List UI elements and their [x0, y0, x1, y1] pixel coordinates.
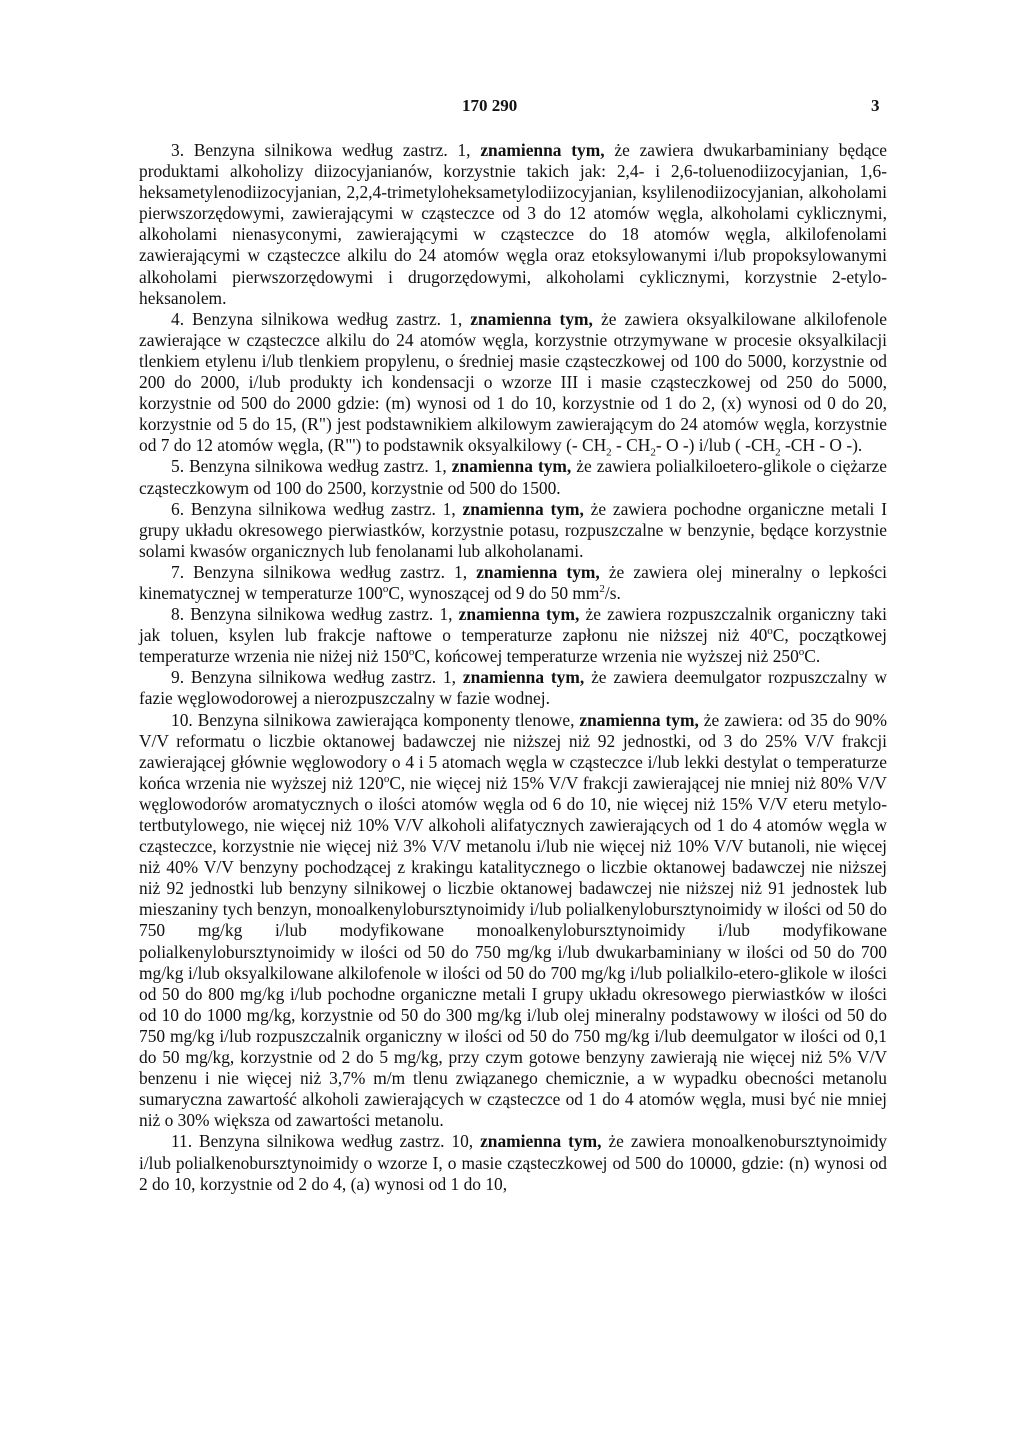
- claim-lead: Benzyna silnikowa według zastrz. 10,: [199, 1131, 481, 1152]
- claim-number: 8.: [171, 604, 185, 625]
- claim-keyword: znamienna tym,: [579, 709, 699, 730]
- claim-keyword: znamienna tym,: [476, 561, 600, 582]
- claim-text: że zawiera rozpuszczalnik organiczny taki jak toluen, ksylen lub frakcje naftowe o temperaturze zapłonu nie niższej niż 40: [139, 604, 887, 646]
- superscript: o: [767, 625, 773, 638]
- claim-number: 4.: [171, 308, 185, 329]
- claim-lead: Benzyna silnikowa według zastrz. 1,: [190, 604, 459, 625]
- claim-number: 6.: [171, 498, 185, 519]
- superscript: 2: [599, 583, 605, 596]
- formula-text: - O -) i/lub ( -CH: [655, 435, 776, 456]
- claim-lead: Benzyna silnikowa według zastrz. 1,: [189, 456, 452, 477]
- claim-text: że zawiera dwukarbaminiany będące produktami alkoholizy diizocyjanianów, korzystnie takich jak: 2,4- i 2,6-toluenodiizocyjanian, 1,6-heksametylenodiizocyjanian, 2,2,4-trimetyloheksametylodiizocyjanian, ksylilenodiizocyjanian, alkoholami pierwszorzędowymi, zawierającymi w cząsteczce od 3 do 12 atomów węgla, alkoholami cyklicznymi, alkoholami nienasyconymi, zawierającymi w cząsteczce do 18 atomów węgla, alkilofenolami zawierającymi w cząsteczce alkilu do 24 atomów węgla oraz etoksylowanymi i/lub propoksylowanymi alkoholami pierwszorzędowymi i drugorzędowymi, alkoholami cyklicznymi, korzystnie 2-etylo-heksanolem.: [139, 140, 887, 308]
- subscript: 2: [606, 446, 612, 459]
- page-header: [0, 96, 1024, 120]
- claim-number: 11.: [171, 1131, 193, 1152]
- superscript: o: [408, 646, 415, 659]
- claim-keyword: znamienna tym,: [480, 140, 605, 160]
- subscript: 2: [650, 446, 656, 459]
- page-number: 3: [871, 96, 880, 115]
- claim-7: [139, 562, 887, 604]
- claim-text: że zawiera oksyalkilowane alkilofenole zawierające w cząsteczce alkilu do 24 atomów węgla, korzystnie otrzymywane w procesie oksyalkilacji tlenkiem etylenu i/lub tlenkiem propylenu, o średniej masie cząsteczkowej od 100 do 5000, korzystnie od 200 do 2000, i/lub produkty ich kondensacji o wzorze III i masie cząsteczkowej od 250 do 5000, korzystnie od 500 do 2000 gdzie: (m) wynosi od 1 do 10, korzystnie od 1 do 2, (x) wynosi od 0 do 20, korzystnie od 5 do 15, (R") jest podstawnikiem alkilowym zawierającym do 24 atomów węgla, korzystnie od 7 do 12 atomów węgla, (R"') to podstawnik oksyalkilowy (- CH: [139, 308, 887, 456]
- claim-keyword: znamienna tym,: [480, 1131, 602, 1152]
- document-number: 170 290: [462, 96, 518, 115]
- claim-lead: Benzyna silnikowa według zastrz. 1,: [193, 140, 481, 160]
- claim-number: 5.: [171, 456, 185, 477]
- claim-6: [139, 499, 887, 562]
- claim-text: że zawiera: od 35 do 90% V/V reformatu o liczbie oktanowej badawczej nie niższej niż 92 jednostki, od 3 do 25% V/V frakcji zawierającej głównie węglowodory o 4 i 5 atomach węgla w cząsteczce i/lub lekki destylat o temperaturze końca wrzenia nie wyższej niż 120: [139, 709, 887, 793]
- formula-text: -CH - O -).: [780, 435, 863, 456]
- superscript: o: [383, 773, 390, 786]
- subscript: 2: [775, 446, 781, 459]
- claim-number: 3.: [171, 140, 185, 160]
- claim-4: [139, 309, 887, 457]
- claim-5: [139, 456, 887, 498]
- claim-lead: Benzyna silnikowa według zastrz. 1,: [190, 498, 463, 519]
- claim-3: [139, 140, 887, 309]
- formula-text: - CH: [611, 435, 651, 456]
- claim-text: że zawiera pochodne organiczne metali I grupy układu okresowego pierwiastków, korzystnie potasu, rozpuszczalne w benzynie, będące korzystnie solami kwasów organicznych lub fenolanami lub alkoholanami.: [139, 498, 887, 561]
- claim-number: 10.: [171, 709, 193, 730]
- claim-text: że zawiera deemulgator rozpuszczalny w fazie węglowodorowej a nierozpuszczalny w fazie wodnej.: [139, 667, 887, 709]
- claim-text: C, wynoszącej od 9 do 50 mm: [388, 582, 600, 603]
- claim-text: że zawiera polialkiloetero-glikole o ciężarze cząsteczkowym od 100 do 2500, korzystnie od 500 do 1500.: [139, 456, 887, 498]
- claim-lead: Benzyna silnikowa według zastrz. 1,: [193, 561, 477, 582]
- claim-11: [139, 1131, 887, 1194]
- claim-text: C.: [804, 646, 821, 667]
- claim-lead: Benzyna silnikowa według zastrz. 1,: [192, 308, 471, 329]
- claim-8: [139, 604, 887, 667]
- claim-text: C, końcowej temperaturze wrzenia nie wyższej niż 250: [414, 646, 799, 667]
- claim-text: C, początkowej temperaturze wrzenia nie niżej niż 150: [139, 625, 887, 667]
- claim-9: [139, 667, 887, 709]
- claim-text: /s.: [604, 582, 621, 603]
- claim-text: C, nie więcej niż 15% V/V frakcji zawierającej nie mniej niż 80% V/V węglowodorów aromatycznych o ilości atomów węgla od 6 do 10, nie więcej niż 15% V/V eteru metylo-tertbutylowego, nie więcej niż 10% V/V alkoholi alifatycznych zawierających od 1 do 4 atomów węgla w cząsteczce, korzystnie nie więcej niż 3% V/V metanolu i/lub nie więcej niż 10% V/V butanoli, nie więcej niż 40% V/V benzyny pochodzącej z krakingu katalitycznego o liczbie oktanowej badawczej nie niższej niż 92 jednostki lub benzyny silnikowej o liczbie oktanowej badawczej nie niższej niż 91 jednostek lub mieszaniny tych benzyn, monoalkenylobursztynoimidy i/lub polialkenylobursztynoimidy w ilości od 50 do 750 mg/kg i/lub modyfikowane monoalkenylobursztynoimidy i/lub modyfikowane polialkenylobursztynoimidy w ilości od 50 do 750 mg/kg i/lub dwukarbaminiany w ilości od 50 do 700 mg/kg i/lub oksyalkilowane alkilofenole w ilości od 50 do 700 mg/kg i/lub polialkilo-etero-glikole w ilości od 50 do 800 mg/kg i/lub pochodne organiczne metali I grupy układu okresowego pierwiastków w ilości od 10 do 1000 mg/kg, korzystnie od 50 do 300 mg/kg i/lub olej mineralny podstawowy w ilości od 50 do 750 mg/kg i/lub rozpuszczalnik organiczny w ilości od 50 do 750 mg/kg i/lub deemulgator w ilości od 0,1 do 50 mg/kg, korzystnie od 2 do 5 mg/kg, przy czym gotowe benzyny zawierają nie więcej niż 5% V/V benzenu i nie więcej niż 3,7% m/m tlenu związanego chemicznie, a w wypadku obecności metanolu sumaryczna zawartość alkoholi zawierających w cząsteczce od 1 do 4 atomów węgla, musi być nie mniej niż o 30% większa od zawartości metanolu.: [139, 772, 887, 1131]
- claim-lead: Benzyna silnikowa zawierająca komponenty tlenowe,: [197, 709, 580, 730]
- claim-number: 9.: [171, 667, 185, 688]
- superscript: o: [798, 646, 805, 659]
- claim-number: 7.: [171, 561, 185, 582]
- claim-10: [139, 710, 887, 1132]
- claim-lead: Benzyna silnikowa według zastrz. 1,: [190, 667, 463, 688]
- claims-body: [139, 140, 887, 1195]
- claim-keyword: znamienna tym,: [462, 667, 585, 688]
- claim-keyword: znamienna tym,: [470, 308, 593, 329]
- claim-keyword: znamienna tym,: [462, 498, 584, 519]
- claim-keyword: znamienna tym,: [458, 604, 580, 625]
- superscript: o: [382, 583, 389, 596]
- claim-text: że zawiera olej mineralny o lepkości kinematycznej w temperaturze 100: [139, 561, 887, 603]
- claim-text: że zawiera monoalkenobursztynoimidy i/lub polialkenobursztynoimidy o wzorze I, o masie cząsteczkowej od 500 do 10000, gdzie: (n) wynosi od 2 do 10, korzystnie od 2 do 4, (a) wynosi od 1 do 10,: [139, 1131, 887, 1194]
- claim-keyword: znamienna tym,: [451, 456, 572, 477]
